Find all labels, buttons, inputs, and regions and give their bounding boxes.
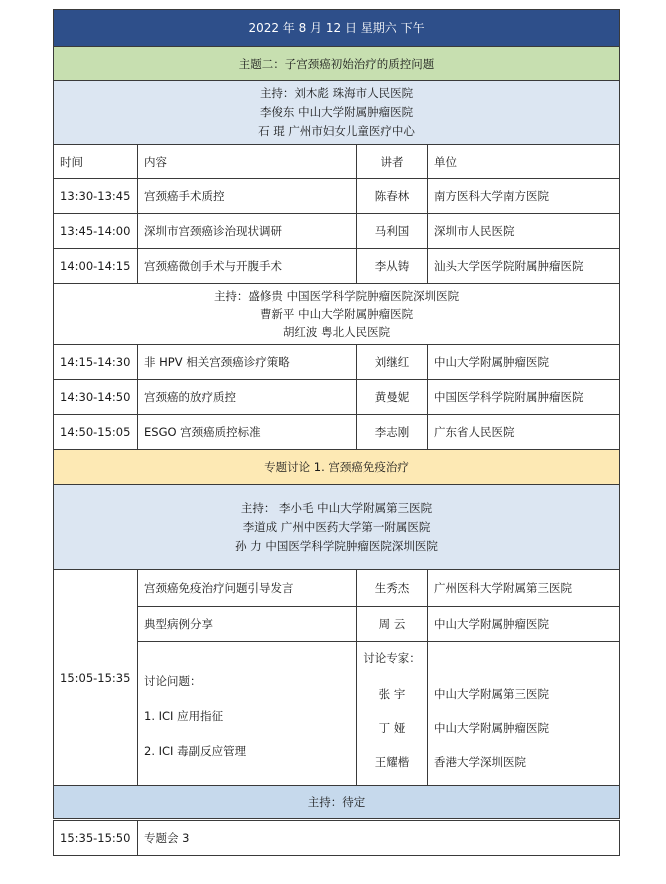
content-cell: 专题会 3 xyxy=(138,821,620,856)
time-cell: 14:30-14:50 xyxy=(54,380,138,415)
speaker-cell: 黄曼妮 xyxy=(357,380,428,415)
hosts-row-1 xyxy=(54,81,620,145)
experts-unit-cell xyxy=(428,642,620,786)
content-cell: ESGO 宫颈癌质控标准 xyxy=(138,415,357,450)
table-row xyxy=(54,380,620,415)
topics-title: 讨论问题： xyxy=(144,673,202,688)
header-speaker: 讲者 xyxy=(357,145,428,179)
schedule-table xyxy=(53,9,620,856)
discussion-topics-cell xyxy=(138,642,357,786)
topic-item: 1. ICI 应用指征 xyxy=(144,708,224,723)
time-cell: 15:35-15:50 xyxy=(54,821,138,856)
speaker-cell: 李志刚 xyxy=(357,415,428,450)
table-row xyxy=(54,570,620,607)
time-cell: 13:30-13:45 xyxy=(54,179,138,214)
expert-unit: 中山大学附属第三医院 xyxy=(434,687,549,701)
expert-unit: 中山大学附属肿瘤医院 xyxy=(434,721,549,735)
content-cell: 典型病例分享 xyxy=(138,607,357,642)
theme-row xyxy=(54,47,620,81)
experts-cell xyxy=(357,642,428,786)
host-tbd-row xyxy=(54,786,620,819)
host-line: 主持：刘木彪 珠海市人民医院 xyxy=(259,86,414,100)
content-cell: 深圳市宫颈癌诊治现状调研 xyxy=(138,214,357,249)
hosts-cell-1 xyxy=(54,81,620,145)
speaker-cell: 陈春林 xyxy=(357,179,428,214)
hosts-row-3 xyxy=(54,485,620,570)
expert-name: 张 宇 xyxy=(378,687,406,701)
unit-cell: 汕头大学医学院附属肿瘤医院 xyxy=(428,249,620,284)
table-row xyxy=(54,179,620,214)
table-row xyxy=(54,345,620,380)
host-line: 曹新平 中山大学附属肿瘤医院 xyxy=(259,307,414,321)
unit-cell: 南方医科大学南方医院 xyxy=(428,179,620,214)
speaker-cell: 刘继红 xyxy=(357,345,428,380)
content-cell: 宫颈癌免疫治疗问题引导发言 xyxy=(138,570,357,607)
content-cell: 宫颈癌的放疗质控 xyxy=(138,380,357,415)
hosts-row-2 xyxy=(54,284,620,345)
host-line: 主持： 李小毛 中山大学附属第三医院 xyxy=(240,500,433,515)
hosts-cell-3 xyxy=(54,485,620,570)
column-header-row xyxy=(54,145,620,179)
speaker-cell: 周 云 xyxy=(357,607,428,642)
table-row xyxy=(54,214,620,249)
table-row xyxy=(54,821,620,856)
time-cell: 14:00-14:15 xyxy=(54,249,138,284)
header-unit: 单位 xyxy=(428,145,620,179)
date-header: 2022 年 8 月 12 日 星期六 下午 xyxy=(54,10,620,47)
content-cell: 非 HPV 相关宫颈癌诊疗策略 xyxy=(138,345,357,380)
special-topic-title: 专题讨论 1. 宫颈癌免疫治疗 xyxy=(54,450,620,485)
unit-cell: 广州医科大学附属第三医院 xyxy=(428,570,620,607)
discussion-detail-row xyxy=(54,642,620,786)
hosts-cell-2 xyxy=(54,284,620,345)
table-row xyxy=(54,415,620,450)
speaker-cell: 马利国 xyxy=(357,214,428,249)
expert-unit: 香港大学深圳医院 xyxy=(434,755,526,769)
table-row xyxy=(54,607,620,642)
host-line: 李俊东 中山大学附属肿瘤医院 xyxy=(259,105,414,119)
header-content: 内容 xyxy=(138,145,357,179)
time-cell: 14:50-15:05 xyxy=(54,415,138,450)
host-line: 石 琨 广州市妇女儿童医疗中心 xyxy=(258,124,415,138)
date-row xyxy=(54,10,620,47)
host-line: 李道成 广州中医药大学第一附属医院 xyxy=(242,519,431,534)
content-cell: 宫颈癌微创手术与开腹手术 xyxy=(138,249,357,284)
content-cell: 宫颈癌手术质控 xyxy=(138,179,357,214)
host-line: 主持：盛修贵 中国医学科学院肿瘤医院深圳医院 xyxy=(213,289,460,303)
unit-cell: 深圳市人民医院 xyxy=(428,214,620,249)
unit-cell: 中山大学附属肿瘤医院 xyxy=(428,345,620,380)
speaker-cell: 生秀杰 xyxy=(357,570,428,607)
special-topic-row xyxy=(54,450,620,485)
host-tbd-label: 主持：待定 xyxy=(54,786,620,819)
speaker-cell: 李从铸 xyxy=(357,249,428,284)
unit-cell: 广东省人民医院 xyxy=(428,415,620,450)
theme-title: 主题二：子宫颈癌初始治疗的质控问题 xyxy=(54,47,620,81)
expert-name: 王耀楷 xyxy=(374,755,410,769)
host-line: 胡红波 粤北人民医院 xyxy=(282,325,391,339)
discussion-time-cell: 15:05-15:35 xyxy=(54,570,138,786)
table-row xyxy=(54,249,620,284)
header-time: 时间 xyxy=(54,145,138,179)
expert-name: 丁 娅 xyxy=(378,721,406,735)
unit-cell: 中国医学科学院附属肿瘤医院 xyxy=(428,380,620,415)
host-line: 孙 力 中国医学科学院肿瘤医院深圳医院 xyxy=(235,538,438,553)
topic-item: 2. ICI 毒副反应管理 xyxy=(144,743,247,758)
time-cell: 13:45-14:00 xyxy=(54,214,138,249)
unit-cell: 中山大学附属肿瘤医院 xyxy=(428,607,620,642)
experts-title: 讨论专家： xyxy=(363,651,421,665)
time-cell: 14:15-14:30 xyxy=(54,345,138,380)
